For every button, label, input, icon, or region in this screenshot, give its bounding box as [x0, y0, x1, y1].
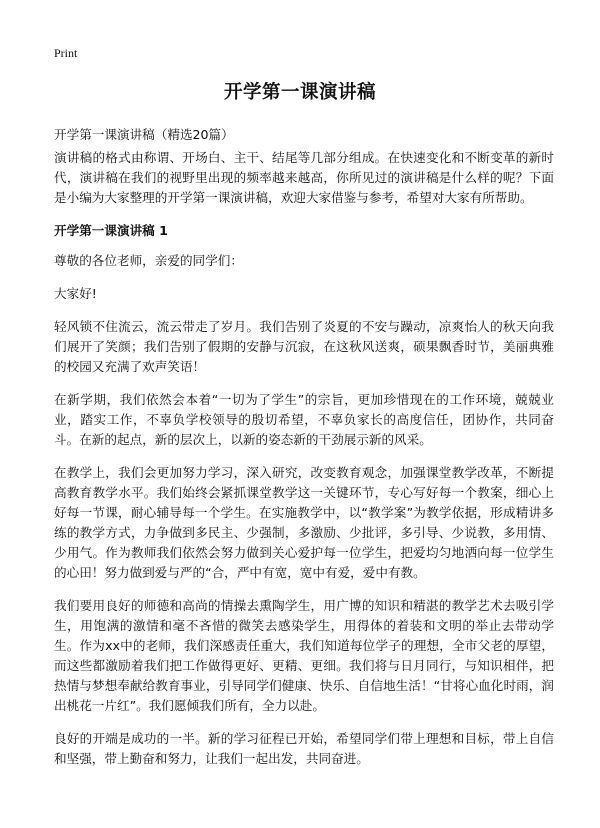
body-paragraph: 我们要用良好的师德和高尚的情操去熏陶学生，用广博的知识和精湛的教学艺术去吸引学生，用饱满的激情和毫不吝惜的微笑去感染学生，用得体的着装和文明的举止去带动学生。作为xx中的老师，我们深感责任重大，我们知道每位学子的理想，全市父老的厚望，而这些都激励着我们把工作做得更好、更精、更细。我们将与日月同行，与知识相伴，把热情与梦想奉献给教育事业，引导同学们健康、快乐、自信地生活！“甘将心血化时雨，润出桃花一片红”。我们愿倾我们所有，全力以赴。 — [54, 598, 554, 713]
greeting-line: 尊敬的各位老师，亲爱的同学们： — [54, 253, 243, 268]
body-paragraph: 在教学上，我们会更加努力学习，深入研究，改变教育观念，加强课堂教学改革，不断提高教育教学水平。我们始终会紧抓课堂教学这一关键环节，专心写好每一个教案，细心上好每一节课，耐心辅导每一个学生。在实施教学中，以“教学案”为教学依据，形成精讲多练的教学方式，力争做到多民主、少强制，多激励、少批评，多引导、少说教，多用情、少用气。作为教师我们依然会努力做到关心爱护每一位学生，把爱均匀地洒向每一位学生的心田！努力做到爱与严的“合，严中有宽，宽中有爱，爱中有教。 — [54, 465, 554, 580]
document-body — [54, 148, 554, 782]
body-paragraph: 在新学期，我们依然会本着“一切为了学生”的宗旨，更加珍惜现在的工作环境，兢兢业业，踏实工作，不辜负学校领导的殷切希望，不辜负家长的高度信任，团协作，共同奋斗。在新的起点，新的层次上，以新的姿态新的干劲展示新的风采。 — [54, 392, 554, 447]
intro-paragraph: 演讲稿的格式由称谓、开场白、主干、结尾等几部分组成。在快速变化和不断变革的新时代，演讲稿在我们的视野里出现的频率越来越高，你所见过的演讲稿是什么样的呢？下面是小编为大家整理的开学第一课演讲稿，欢迎大家借鉴与参考，希望对大家有所帮助。 — [54, 150, 554, 205]
document-subtitle: 开学第一课演讲稿（精选20篇） — [54, 127, 234, 142]
hello-line: 大家好! — [54, 286, 97, 301]
body-paragraph: 良好的开端是成功的一半。新的学习征程已开始，希望同学们带上理想和目标，带上自信和坚强，带上勤奋和努力，让我们一起出发，共同奋进。 — [54, 731, 554, 766]
print-link[interactable]: Print — [54, 46, 78, 60]
page-title: 开学第一课演讲稿 — [223, 82, 376, 103]
body-paragraph: 轻风锁不住流云，流云带走了岁月。我们告别了炎夏的不安与躁动，凉爽怡人的秋天向我们展开了笑颜；我们告别了假期的安静与沉寂，在这秋风送爽，硕果飘香时节，美丽典雅的校园又充满了欢声笑语！ — [54, 319, 554, 374]
section-heading: 开学第一课演讲稿 1 — [54, 223, 168, 238]
